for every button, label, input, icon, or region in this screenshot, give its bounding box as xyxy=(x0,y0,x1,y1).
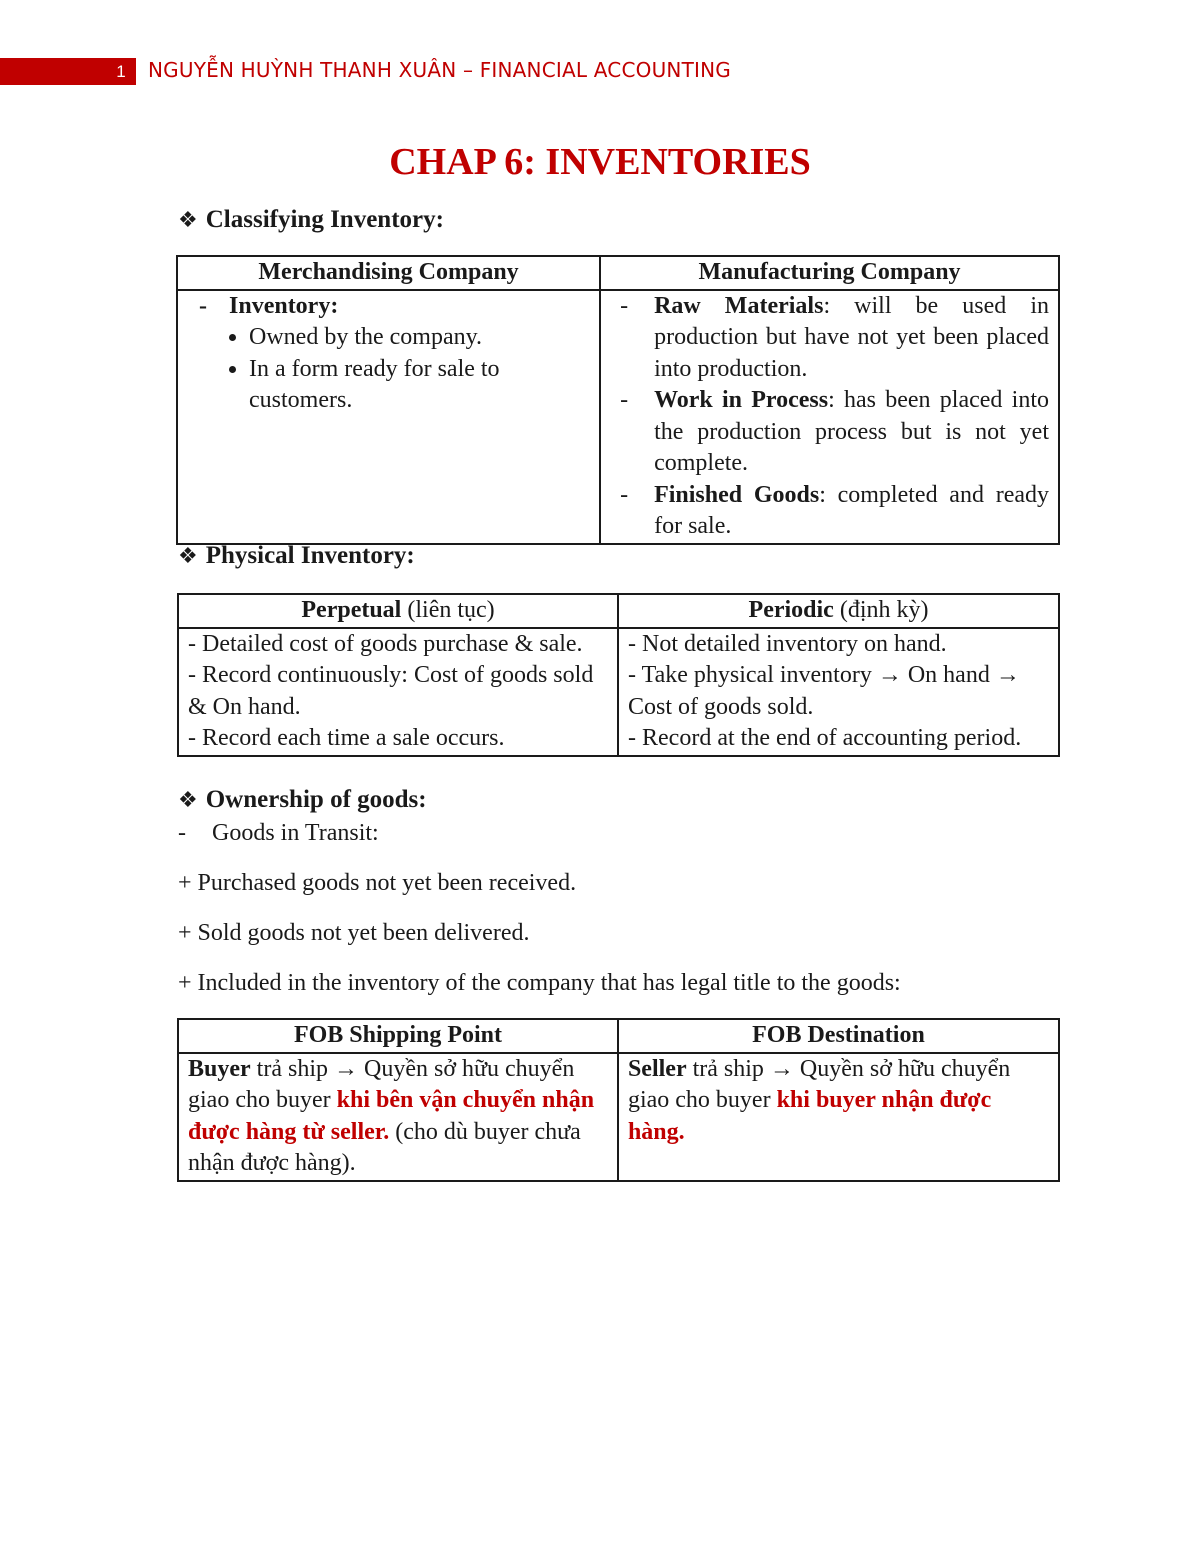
section-physical xyxy=(178,542,415,570)
section-classifying xyxy=(178,206,444,234)
work-in-process-text: : has been placed into the production process but is not yet complete. xyxy=(654,387,1049,476)
manufacturing-cell xyxy=(600,290,1059,544)
section-ownership xyxy=(178,786,427,814)
goods-in-transit xyxy=(178,820,379,847)
merch-inventory-label: Inventory: xyxy=(229,292,339,319)
list-item: - Not detailed inventory on hand. xyxy=(628,630,947,657)
physical-header-row xyxy=(178,594,1059,628)
periodic-bold: Periodic xyxy=(748,597,834,623)
header-periodic xyxy=(618,594,1059,628)
dash: - xyxy=(620,292,629,319)
periodic-cell xyxy=(618,628,1059,756)
diamond-bullet-icon: ❖ xyxy=(178,208,198,233)
fob-destination-text: trả ship → Quyền sở hữu chuyển giao cho buyer xyxy=(627,1055,1011,1113)
seller-bold: Seller xyxy=(627,1055,687,1082)
list-item: • Owned by the company. xyxy=(249,322,590,354)
list-item: - Record at the end of accounting period. xyxy=(628,725,1022,751)
raw-materials-text: : will be used in production but have not yet been placed into production. xyxy=(654,292,1049,382)
finished-goods-term: Finished Goods xyxy=(654,481,820,508)
work-in-process-term: Work in Process xyxy=(654,387,829,413)
merch-inventory-heading xyxy=(187,291,590,323)
raw-materials-item xyxy=(610,291,1049,386)
fob-shipping-highlight: khi bên vận chuyển nhận được hàng từ seller. xyxy=(188,1087,595,1145)
dash: - xyxy=(178,820,186,846)
header-manufacturing: Manufacturing Company xyxy=(600,256,1059,290)
merch-dash: - xyxy=(199,292,207,319)
diamond-bullet-icon: ❖ xyxy=(178,544,198,569)
page-number: 1 xyxy=(116,62,126,81)
fob-destination-highlight: khi buyer nhận được hàng. xyxy=(627,1087,992,1145)
header-perpetual xyxy=(178,594,618,628)
list-item: - Detailed cost of goods purchase & sale. xyxy=(188,630,583,657)
fob-destination-cell xyxy=(618,1053,1059,1181)
periodic-vn: (định kỳ) xyxy=(833,597,929,623)
classifying-header-row xyxy=(177,256,1059,290)
physical-body-row xyxy=(178,628,1059,756)
section-ownership-label: Ownership of goods: xyxy=(205,786,427,813)
ownership-line: + Sold goods not yet been delivered. xyxy=(178,920,530,946)
fob-table xyxy=(177,1018,1060,1182)
perpetual-vn: (liên tục) xyxy=(401,597,495,623)
fob-shipping-cell xyxy=(178,1053,618,1181)
header-fob-destination: FOB Destination xyxy=(618,1019,1059,1053)
list-item: • In a form ready for sale to customers. xyxy=(249,354,590,417)
section-classifying-label: Classifying Inventory: xyxy=(205,206,444,233)
finished-goods-text: : completed and ready for sale. xyxy=(654,481,1049,539)
perpetual-cell xyxy=(178,628,618,756)
classifying-body-row xyxy=(177,290,1059,544)
diamond-bullet-icon: ❖ xyxy=(178,788,198,813)
list-item: - Record each time a sale occurs. xyxy=(188,725,505,751)
list-item: - Take physical inventory → On hand → Cost of goods sold. xyxy=(628,662,1020,720)
raw-materials-term: Raw Materials xyxy=(654,292,824,319)
section-physical-label: Physical Inventory: xyxy=(205,542,415,569)
ownership-line: + Purchased goods not yet been received. xyxy=(178,870,577,896)
buyer-bold: Buyer xyxy=(188,1055,251,1082)
physical-table xyxy=(177,593,1060,757)
dash: - xyxy=(620,387,629,413)
merchandising-cell xyxy=(177,290,600,544)
ownership-line: + Included in the inventory of the company that has legal title to the goods: xyxy=(178,970,901,996)
perpetual-bold: Perpetual xyxy=(301,597,402,623)
header-merchandising: Merchandising Company xyxy=(177,256,600,290)
dash: - xyxy=(620,481,629,508)
list-item: - Record continuously: Cost of goods sold & On hand. xyxy=(188,662,594,720)
header-fob-shipping: FOB Shipping Point xyxy=(178,1019,618,1053)
finished-goods-item xyxy=(610,480,1049,543)
work-in-process-item xyxy=(610,385,1049,480)
fob-header-row xyxy=(178,1019,1059,1053)
header-title: NGUYỄN HUỲNH THANH XUÂN – FINANCIAL ACCOUNTING xyxy=(148,58,731,82)
document-title: CHAP 6: INVENTORIES xyxy=(389,141,811,183)
fob-body-row xyxy=(178,1053,1059,1181)
fob-shipping-tail: (cho dù buyer chưa nhận được hàng). xyxy=(188,1118,581,1176)
goods-in-transit-label: Goods in Transit: xyxy=(212,820,379,846)
classifying-table xyxy=(176,255,1060,545)
fob-shipping-text: trả ship → Quyền sở hữu chuyển giao cho buyer xyxy=(188,1055,575,1113)
merch-bullet-list xyxy=(187,322,590,417)
